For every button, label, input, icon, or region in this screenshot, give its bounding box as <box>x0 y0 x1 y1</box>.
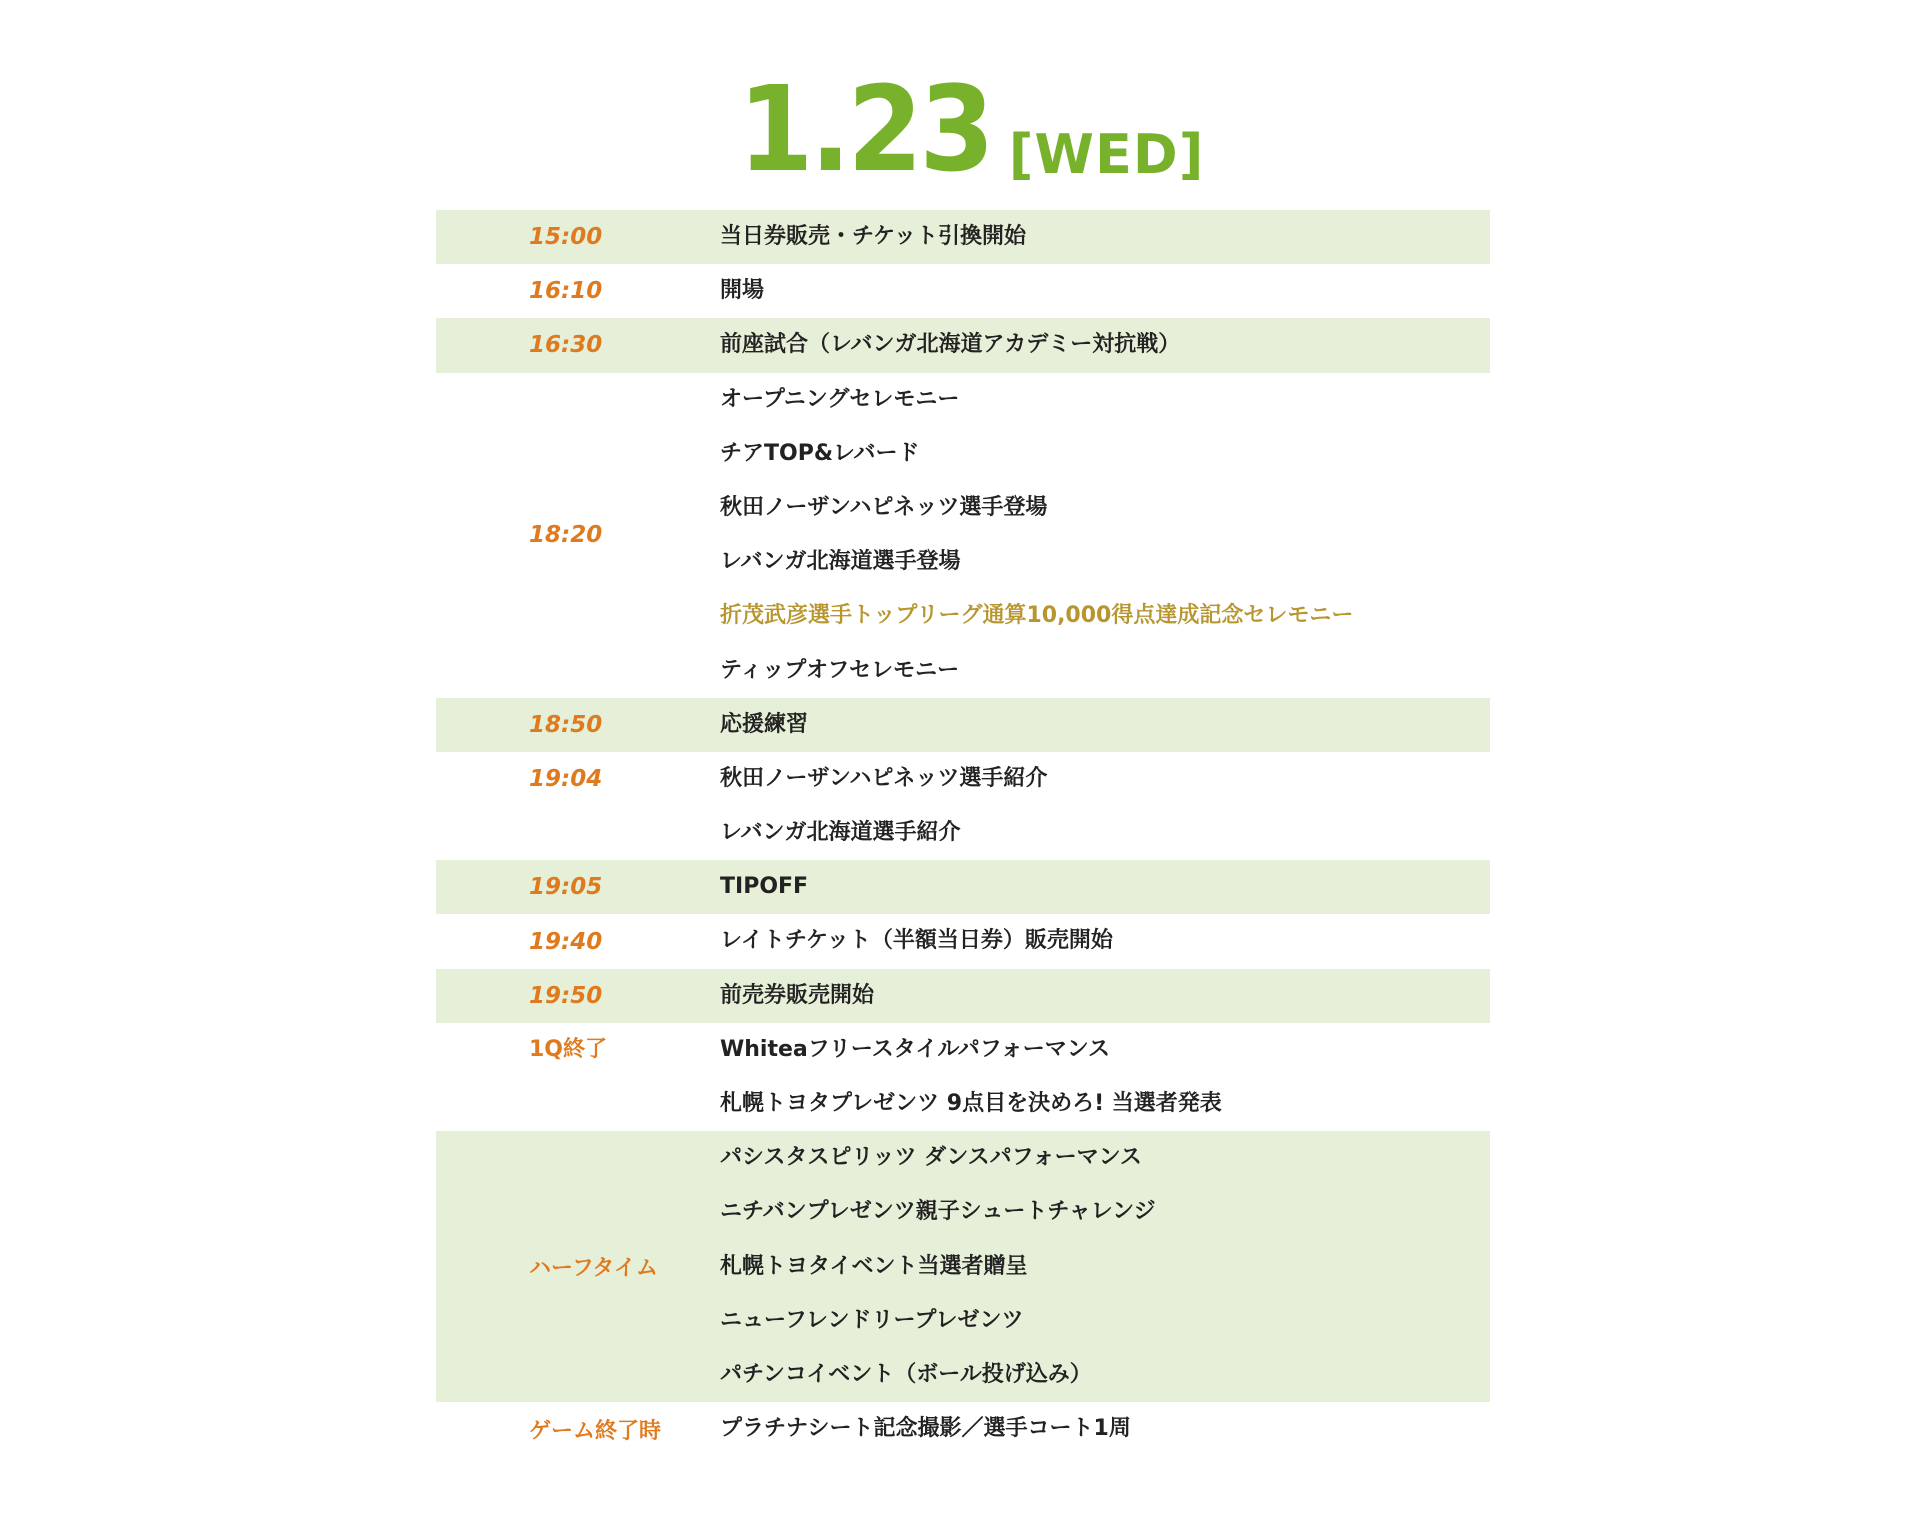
row-event: 開場 <box>720 278 765 304</box>
row-event: 札幌トヨタイベント当選者贈呈 <box>720 1253 1028 1279</box>
row-event: チアTOP&レバード <box>720 440 920 466</box>
row-event: ニューフレンドリープレゼンツ <box>720 1307 1024 1333</box>
schedule-table <box>436 210 1490 1456</box>
schedule-row <box>436 1023 1490 1131</box>
row-event: 前売券販売開始 <box>720 982 875 1008</box>
schedule-row <box>436 860 1490 914</box>
row-time: 18:50 <box>529 711 603 738</box>
row-event: レイトチケット（半額当日券）販売開始 <box>720 928 1113 954</box>
row-event: Whiteaフリースタイルパフォーマンス <box>720 1036 1111 1062</box>
row-time: 18:20 <box>529 522 603 549</box>
row-event: 前座試合（レバンガ北海道アカデミー対抗戦） <box>720 332 1181 358</box>
schedule-row <box>436 969 1490 1023</box>
schedule-row <box>436 1402 1490 1456</box>
row-event: 当日券販売・チケット引換開始 <box>720 224 1027 249</box>
row-event: パシスタスピリッツ ダンスパフォーマンス <box>720 1145 1142 1171</box>
row-time: 16:30 <box>529 332 603 359</box>
row-event: TIPOFF <box>720 874 809 900</box>
schedule-row <box>436 210 1490 264</box>
schedule-row <box>436 318 1490 372</box>
row-event: 札幌トヨタプレゼンツ 9点目を決めろ! 当選者発表 <box>720 1091 1222 1116</box>
row-event: パチンコイベント（ボール投げ込み） <box>720 1361 1092 1387</box>
row-event: レバンガ北海道選手登場 <box>720 549 961 575</box>
row-time: ゲーム終了時 <box>529 1418 662 1444</box>
row-event-highlight: 折茂武彦選手トップリーグ通算10,000得点達成記念セレモニー <box>720 603 1354 629</box>
row-time: 15:00 <box>529 224 603 251</box>
row-event: ニチバンプレゼンツ親子シュートチャレンジ <box>720 1199 1156 1225</box>
row-time: 19:50 <box>529 982 603 1009</box>
row-time: ハーフタイム <box>529 1256 658 1282</box>
row-time: 1Q終了 <box>529 1036 608 1062</box>
row-time: 19:05 <box>529 874 603 901</box>
event-weekday: [WED] <box>1008 123 1205 186</box>
schedule-row <box>436 264 1490 318</box>
schedule-row <box>436 698 1490 752</box>
row-event: ティップオフセレモニー <box>720 657 960 683</box>
schedule-row <box>436 1131 1490 1402</box>
row-event: 応援練習 <box>720 711 809 737</box>
date-header <box>0 60 1920 198</box>
schedule-row <box>436 914 1490 968</box>
schedule-row <box>436 752 1490 860</box>
row-event: プラチナシート記念撮影／選手コート1周 <box>720 1416 1131 1442</box>
event-date: 1.23 <box>737 60 991 198</box>
row-event: オープニングセレモニー <box>720 386 960 412</box>
row-event: 秋田ノーザンハピネッツ選手紹介 <box>720 765 1048 791</box>
row-time: 16:10 <box>529 278 603 305</box>
row-time: 19:40 <box>529 928 603 955</box>
row-time: 19:04 <box>529 765 603 792</box>
schedule-row <box>436 373 1490 698</box>
row-event: 秋田ノーザンハピネッツ選手登場 <box>720 494 1048 520</box>
row-event: レバンガ北海道選手紹介 <box>720 820 961 846</box>
